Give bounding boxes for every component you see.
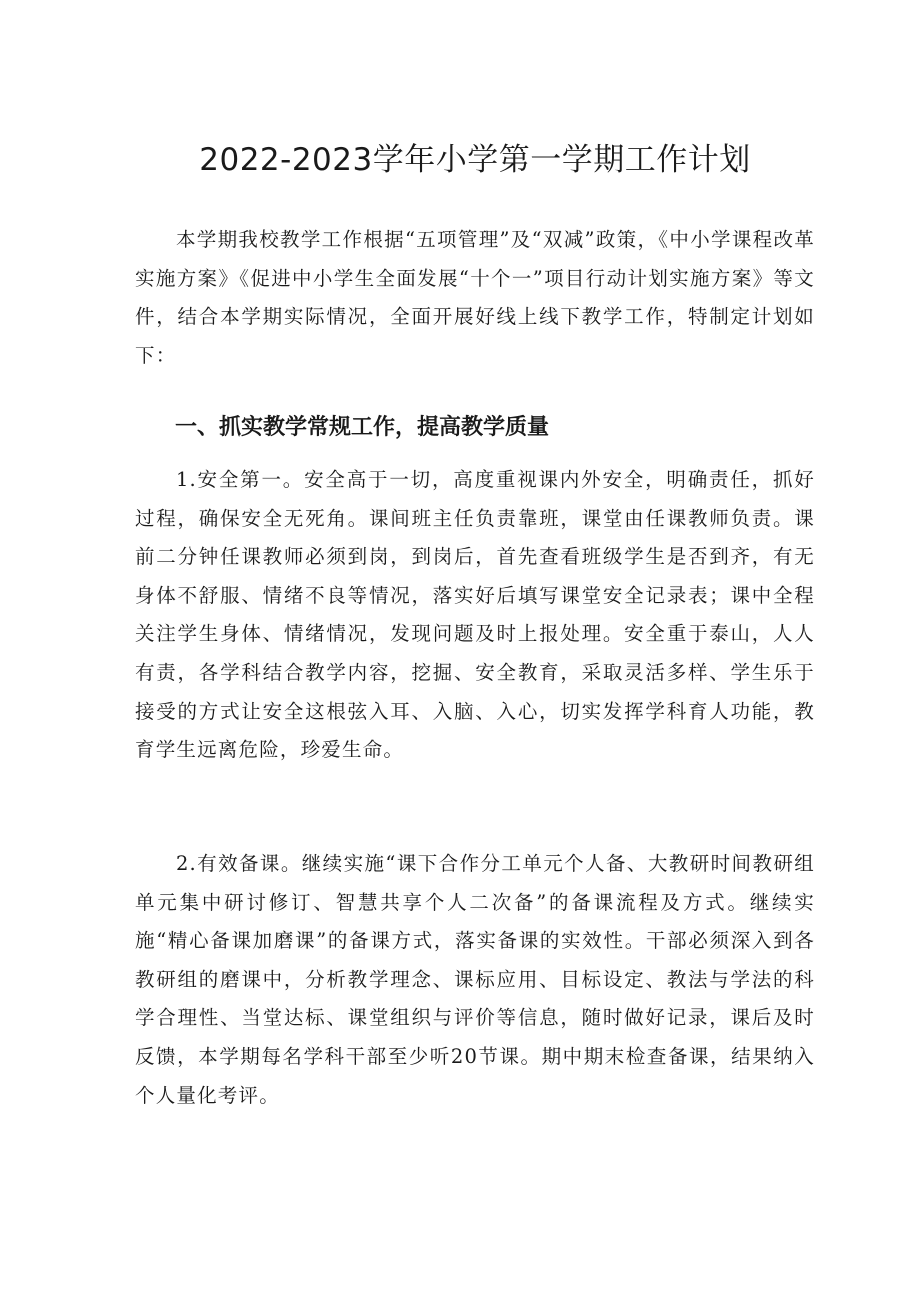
document-title: 2022-2023学年小学第一学期工作计划 xyxy=(199,142,751,178)
paragraph-effective-lesson-prep: 2.有效备课。继续实施“课下合作分工单元个人备、大教研时间教研组单元集中研讨修订、智慧共享个人二次备”的备课流程及方式。继续实施“精心备课加磨课”的备课方式，落实备课的实效性。干部必须深入到各教研组的磨课中，分析教学理念、课标应用、目标设定、教法与学法的科学合理性、当堂达标、课堂组织与评价等信息，随时做好记录，课后及时反馈，本学期每名学科干部至少听20节课。期中期末检查备课，结果纳入个人量化考评。 xyxy=(135,852,815,1107)
section-heading-1: 一、抓实教学常规工作，提高教学质量 xyxy=(175,415,550,440)
paragraph-safety-first: 1.安全第一。安全高于一切，高度重视课内外安全，明确责任，抓好过程，确保安全无死角。课间班主任负责靠班，课堂由任课教师负责。课前二分钟任课教师必须到岗，到岗后，首先查看班级学生是否到齐，有无身体不舒服、情绪不良等情况，落实好后填写课堂安全记录表；课中全程关注学生身体、情绪情况，发现问题及时上报处理。安全重于泰山，人人有责，各学科结合教学内容，挖掘、安全教育，采取灵活多样、学生乐于接受的方式让安全这根弦入耳、入脑、入心，切实发挥学科育人功能，教育学生远离危险，珍爱生命。 xyxy=(135,468,815,762)
intro-paragraph: 本学期我校教学工作根据“五项管理”及“双减”政策，《中小学课程改革实施方案》《促进中小学生全面发展“十个一”项目行动计划实施方案》等文件，结合本学期实际情况，全面开展好线上线下教学工作，特制定计划如下： xyxy=(135,228,815,367)
